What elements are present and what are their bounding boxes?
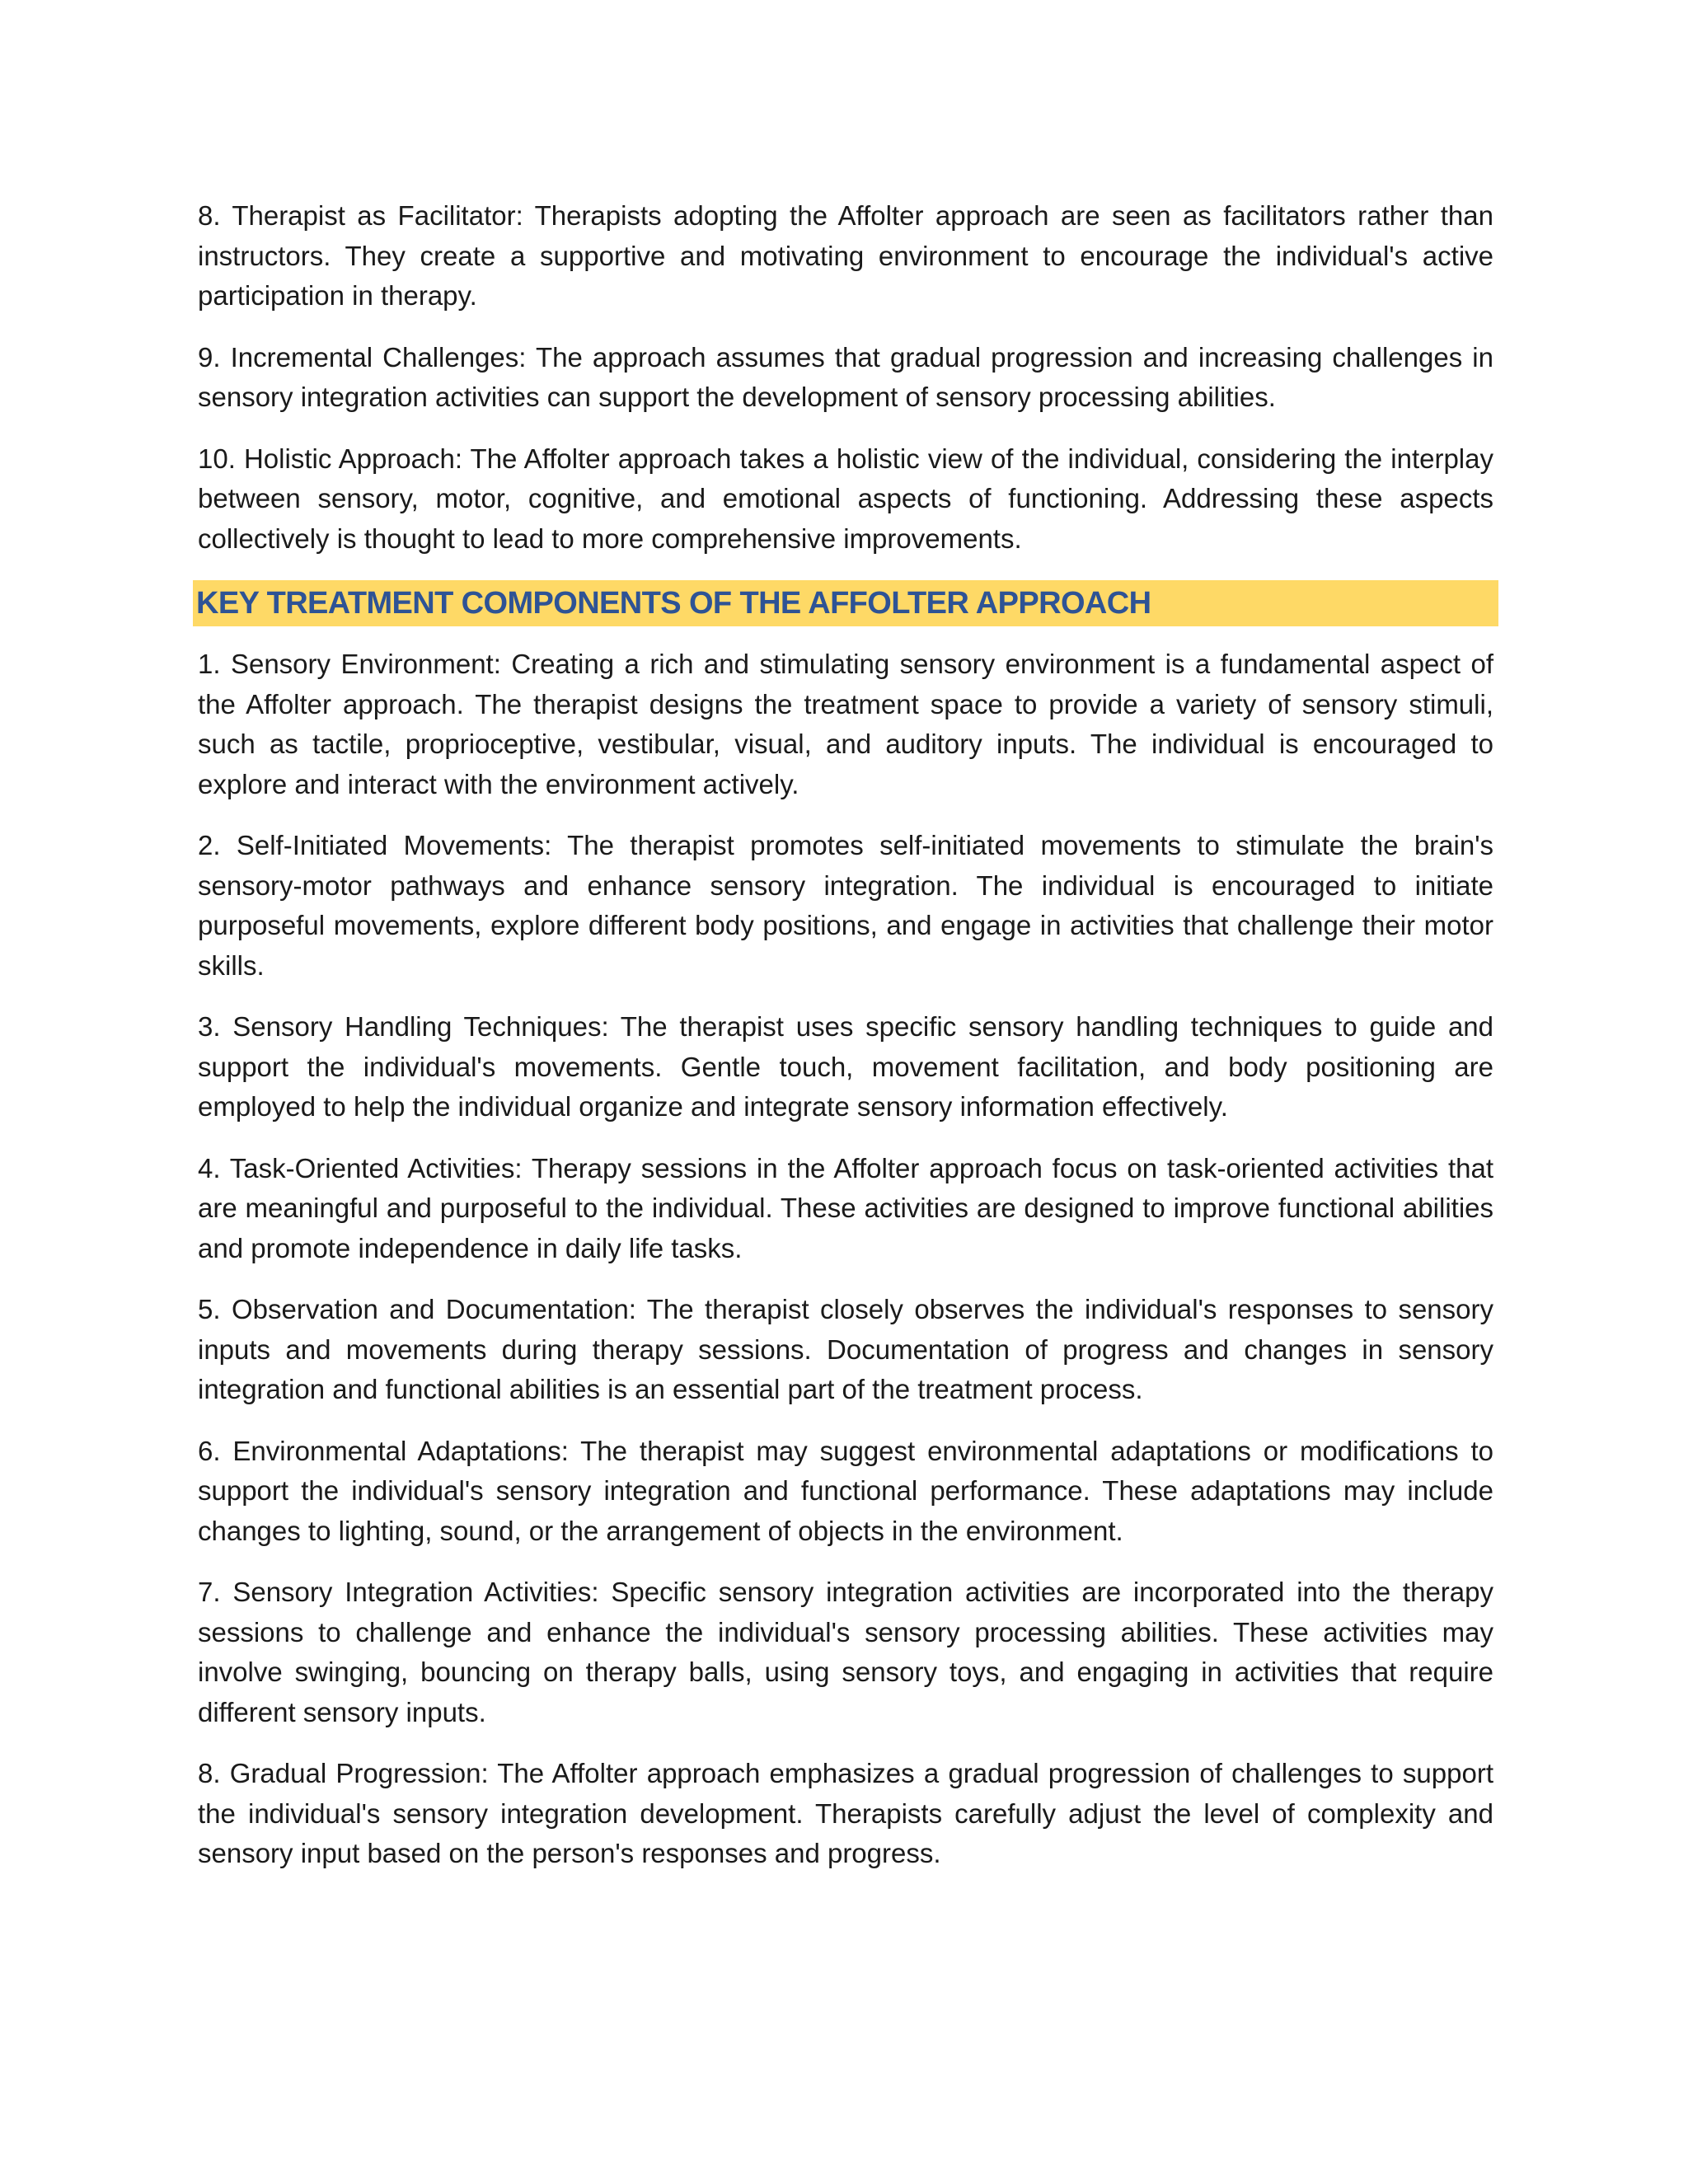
document-page bbox=[198, 196, 1493, 1896]
paragraph-sensory-handling-techniques: 3. Sensory Handling Techniques: The therapist uses specific sensory handling techniques to guide and support the individual's movements. Gentle touch, movement facilitation, and body positioning are employed to help the individual organize and integrate sensory information effectively. bbox=[198, 1011, 1493, 1122]
paragraph-environmental-adaptations: 6. Environmental Adaptations: The therapist may suggest environmental adaptations or modifications to support the individual's sensory integration and functional performance. These adaptations may include changes to lighting, sound, or the arrangement of objects in the environment. bbox=[198, 1435, 1493, 1546]
paragraph-therapist-as-facilitator: 8. Therapist as Facilitator: Therapists adopting the Affolter approach are seen as facilitators rather than instructors. They create a supportive and motivating environment to encourage the individual's active participation in therapy. bbox=[198, 200, 1493, 311]
section-heading: KEY TREATMENT COMPONENTS OF THE AFFOLTER APPROACH bbox=[193, 580, 1498, 626]
paragraph-sensory-environment: 1. Sensory Environment: Creating a rich and stimulating sensory environment is a fundamental aspect of the Affolter approach. The therapist designs the treatment space to provide a variety of sensory stimuli, such as tactile, proprioceptive, vestibular, visual, and auditory inputs. The individual is encouraged to explore and interact with the environment actively. bbox=[198, 649, 1493, 799]
paragraph-sensory-integration-activities: 7. Sensory Integration Activities: Specific sensory integration activities are incorporated into the therapy sessions to challenge and enhance the individual's sensory processing abilities. These activities may involve swinging, bouncing on therapy balls, using sensory toys, and engaging in activities that require different sensory inputs. bbox=[198, 1577, 1493, 1727]
paragraph-incremental-challenges: 9. Incremental Challenges: The approach assumes that gradual progression and increasing challenges in sensory integration activities can support the development of sensory processing abilities. bbox=[198, 341, 1493, 412]
paragraph-gradual-progression: 8. Gradual Progression: The Affolter approach emphasizes a gradual progression of challenges to support the individual's sensory integration development. Therapists carefully adjust the level of complexity and sensory input based on the person's responses and progress. bbox=[198, 1758, 1493, 1868]
paragraph-observation-and-documentation: 5. Observation and Documentation: The therapist closely observes the individual's responses to sensory inputs and movements during therapy sessions. Documentation of progress and changes in sensory integration and functional abilities is an essential part of the treatment process. bbox=[198, 1294, 1493, 1404]
paragraph-holistic-approach: 10. Holistic Approach: The Affolter approach takes a holistic view of the individual, considering the interplay between sensory, motor, cognitive, and emotional aspects of functioning. Addressing these aspects collectively is thought to lead to more comprehensive improvements. bbox=[198, 443, 1493, 554]
paragraph-self-initiated-movements: 2. Self-Initiated Movements: The therapist promotes self-initiated movements to stimulate the brain's sensory-motor pathways and enhance sensory integration. The individual is encouraged to initiate purposeful movements, explore different body positions, and engage in activities that challenge their motor skills. bbox=[198, 830, 1493, 981]
paragraph-task-oriented-activities: 4. Task-Oriented Activities: Therapy sessions in the Affolter approach focus on task-oriented activities that are meaningful and purposeful to the individual. These activities are designed to improve functional abilities and promote independence in daily life tasks. bbox=[198, 1152, 1493, 1263]
